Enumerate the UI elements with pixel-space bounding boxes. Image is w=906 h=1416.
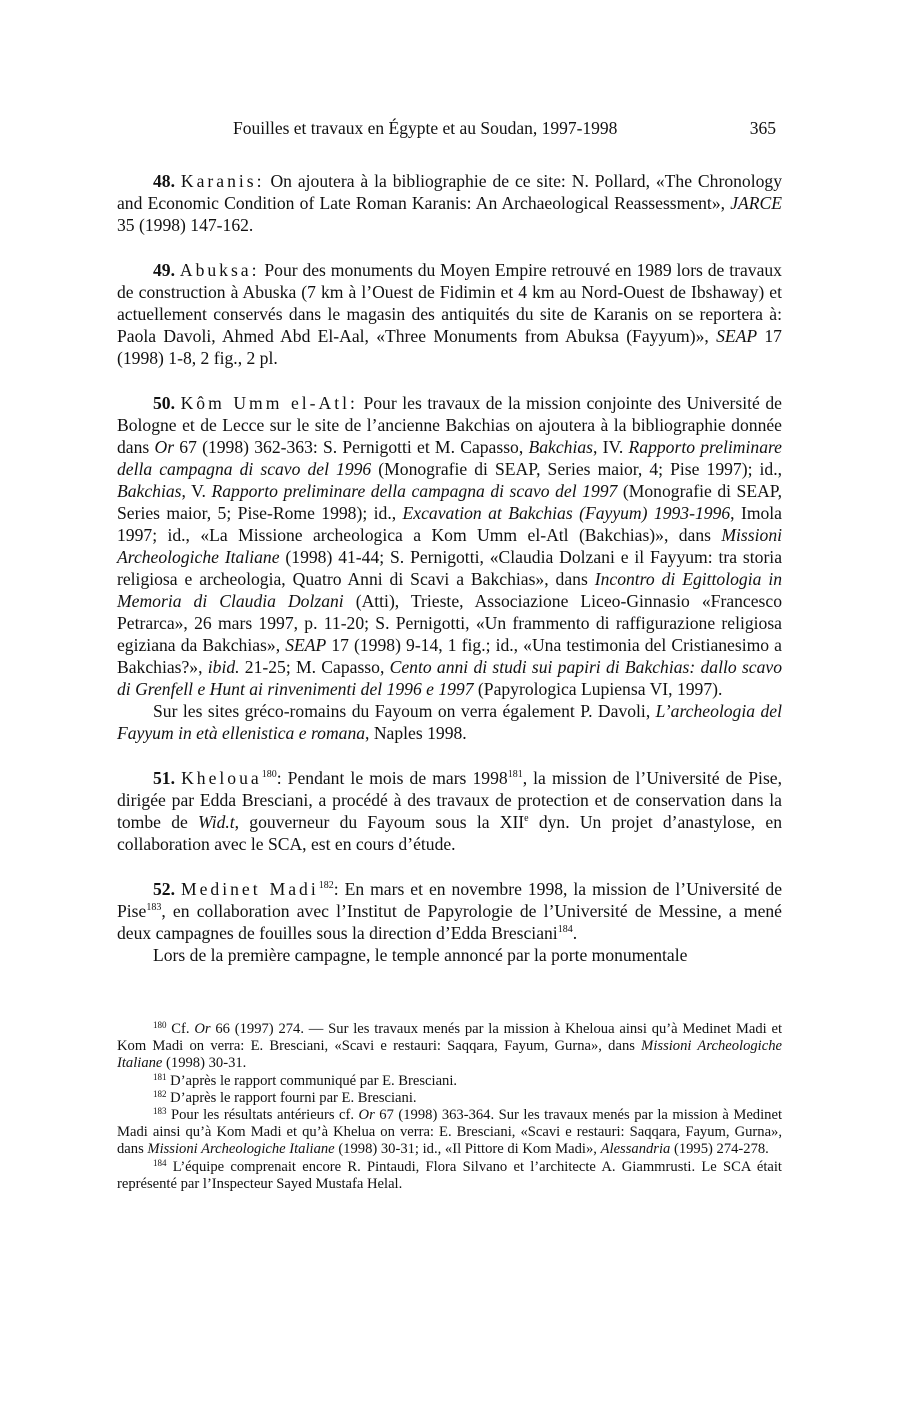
paragraph-number: 50.	[153, 393, 175, 413]
site-name: Karanis:	[180, 171, 265, 191]
page-number: 365	[749, 118, 776, 138]
footnote-184: $^{184}$ L’équipe comprenait encore R. Pintaudi, Flora Silvano et l’architecte A. Giammrusti. Le SCA était représenté par l’Inspecteur Sayed Mustafa Helal.	[117, 1157, 782, 1192]
running-header	[117, 118, 782, 142]
footnote-number: 180	[153, 1020, 167, 1030]
site-name: Kôm Umm el-Atl:	[180, 393, 358, 413]
footnote-ref[interactable]: 183	[146, 902, 162, 913]
footnote-number: 184	[153, 1157, 167, 1168]
main-text	[117, 170, 782, 989]
paragraph-50: 50. Kôm Umm el-Atl: Pour les travaux de la mission conjointe des Université de Bologne et de Lecce sur le site de l’ancienne Bakchias on ajoutera à la bibliographie donnée dans Or 67 (1998) 362-363: S. Pernigotti et M. Capasso, Bakchias, IV. Rapporto preliminare della campagna di scavo del 1996 (Monografie di SEAP, Series maior, 4; Pise 1997); id., Bakchias, V. Rapporto preliminare della campagna di scavo del 1997 (Monografie di SEAP, Series maior, 5; Pise-Rome 1998); id., Excavation at Bakchias (Fayyum) 1993-1996, Imola 1997; id., «La Missione archeologica a Kom Umm el-Atl (Bakchias)», dans Missioni Archeologiche Italiane (1998) 41-44; S. Pernigotti, «Claudia Dolzani e il Fayyum: tra storia religiosa e archeologia, Quatro Anni di Scavi a Bakchias», dans Incontro di Egittologia in Memoria di Claudia Dolzani (Atti), Trieste, Associazione Liceo-Ginnasio «Francesco Petrarca», 26 mars 1997, p. 11-20; S. Pernigotti, «Un frammento di raffigurazione religiosa egiziana da Bakchias», SEAP 17 (1998) 9-14, 1 fig.; id., «Una testimonia del Cristianesimo a Bakchias?», ibid. 21-25; M. Capasso, Cento anni di studi sui papiri di Bakchias: dallo scavo di Grenfell e Hunt ai rinvenimenti del 1996 e 1997 (Papyrologica Lupiensa VI, 1997).	[117, 393, 783, 699]
footnote-number: 181	[153, 1071, 167, 1082]
footnote-number: 183	[153, 1106, 167, 1117]
running-title: Fouilles et travaux en Égypte et au Soudan, 1997-1998	[233, 118, 618, 138]
footnote-ref[interactable]: 182	[318, 880, 334, 891]
footnote-183: $^{183}$ Pour les résultats antérieurs cf. Or 67 (1998) 363-364. Sur les travaux menés par la mission à Medinet Madi ainsi qu’à Kom Madi et qu’à Khelua on verra: E. Bresciani, «Scavi e restauri: Saqqara, Fayum, Gurna», dans Missioni Archeologiche Italiane (1998) 30-31; id., «Il Pittore di Kom Madi», Alessandria (1995) 274-278.	[117, 1106, 782, 1158]
site-name: Abuksa:	[179, 260, 260, 280]
footnote-number: 182	[153, 1088, 167, 1099]
paragraph-48: 48. Karanis: On ajoutera à la bibliographie de ce site: N. Pollard, «The Chronology and Economic Condition of Late Roman Karanis: An Archaeological Reassessment», JARCE 35 (1998) 147-162.	[117, 171, 782, 235]
paragraph-52-continued: Lors de la première campagne, le temple annoncé par la porte monumentale	[153, 945, 688, 965]
paragraph-number: 49.	[153, 260, 175, 280]
footnote-182: $^{182}$ D’après le rapport fourni par E. Bresciani.	[153, 1088, 417, 1106]
paragraph-number: 51.	[153, 768, 175, 788]
footnote-180: $^{180}$ Cf. Or 66 (1997) 274. — Sur les travaux menés par la mission à Kheloua ainsi qu’à Medinet Madi et Kom Madi on verra: E. Bresciani, «Scavi e restauri: Saqqara, Fayum, Gurna», dans Missioni Archeologiche Italiane (1998) 30-31.	[117, 1020, 782, 1072]
paragraph-52: 52. Medinet Madi$^{182}$: En mars et en novembre 1998, la mission de l’Université de Pise$^{183}$, en collaboration avec l’Institut de Papyrologie de l’Université de Messine, a mené deux campagnes de fouilles sous la direction d’Edda Bresciani$^{184}$.	[117, 879, 782, 943]
paragraph-51: 51. Kheloua$^{180}$: Pendant le mois de mars 1998$^{181}$, la mission de l’Université de Pise, dirigée par Edda Bresciani, a procédé à des travaux de protection et de conservation dans la tombe de Wid.t, gouverneur du Fayoum sous la XIIe dyn. Un projet d’anastylose, en collaboration avec le SCA, est en cours d’étude.	[117, 768, 782, 854]
paragraph-number: 52.	[153, 879, 175, 899]
paragraph-49: 49. Abuksa: Pour des monuments du Moyen Empire retrouvé en 1989 lors de travaux de construction à Abuska (7 km à l’Ouest de Fidimin et 4 km au Nord-Ouest de Ibshaway) et actuellement conservés dans le magasin des antiquités du site de Karanis on se reportera à: Paola Davoli, Ahmed Abd El-Aal, «Three Monuments from Abuksa (Fayyum)», SEAP 17 (1998) 1-8, 2 fig., 2 pl.	[117, 260, 782, 368]
footnotes	[117, 1021, 782, 1193]
paragraph-50-continued: Sur les sites gréco-romains du Fayoum on verra également P. Davoli, L’archeologia del Fayyum in età ellenistica e romana, Naples 1998.	[117, 701, 782, 743]
footnote-ref[interactable]: 184	[557, 924, 573, 935]
footnote-ref[interactable]: 180	[261, 769, 277, 780]
footnote-ref[interactable]: 181	[507, 769, 523, 780]
footnote-181: $^{181}$ D’après le rapport communiqué par E. Bresciani.	[153, 1071, 458, 1089]
site-name: Kheloua	[181, 768, 262, 788]
site-name: Medinet Madi	[180, 879, 319, 899]
paragraph-number: 48.	[153, 171, 175, 191]
